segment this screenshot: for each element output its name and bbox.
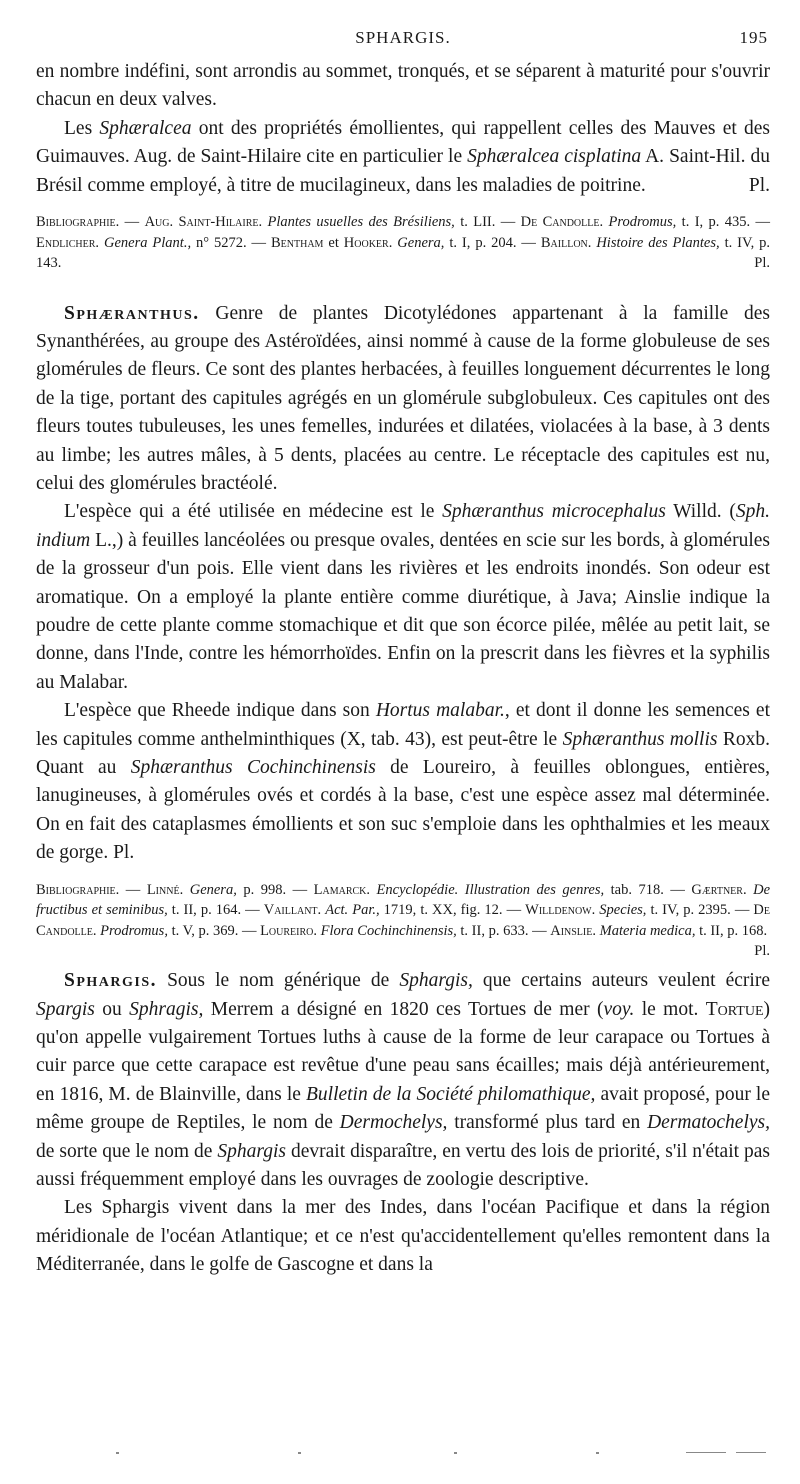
running-head: [36, 28, 770, 58]
sphaeranthus-paragraph-2: L'espèce qui a été utilisée en médecine est le Sphæranthus microcephalus Willd. (Sph. indium L.,) à feuilles lancéolées ou presque ovales, dentées en scie sur les bords, à glomérules de la grosseur d'un pois. Elle vient dans les rivières et les endroits inondés. Son odeur est aromatique. On a employé la plante entière comme diurétique, à Java; Ainslie indique la poudre de cette plante comme stomachique et dit que son écorce pilée, mêlée au petit lait, se donne, dans l'Inde, contre les hémorrhoïdes. Enfin on la prescrit dans les fièvres et la syphilis au Malabar.: [36, 501, 770, 693]
entry-title-sphargis: Sphargis.: [64, 970, 158, 992]
sphargis-paragraph-2: Les Sphargis vivent dans la mer des Indes, dans l'océan Pacifique et dans la région méridionale de l'océan Atlantique; et ce n'est qu'accidentellement qu'elles remontent dans la Méditerranée, dans le golfe de Gascogne et dans la: [36, 1197, 770, 1276]
author-signature: Pl.: [754, 255, 770, 272]
running-title: SPHARGIS.: [355, 28, 451, 47]
section-gap: [36, 941, 770, 967]
entry-title-sphaeranthus: Sphæranthus.: [64, 302, 200, 324]
intro-paragraph-1: en nombre indéfini, sont arrondis au sommet, tronqués, et se séparent à maturité pour s'ouvrir chacun en deux valves.: [36, 61, 770, 111]
intro-paragraph-2: Les Sphæralcea ont des propriétés émollientes, qui rappellent celles des Mauves et des Guimauves. Aug. de Saint-Hilaire cite en particulier le Sphæralcea cisplatina A. Saint-Hil. du Brésil comme employé, à titre de mucilagineux, dans les maladies de poitrine. Pl.: [36, 115, 770, 200]
page-number: 195: [739, 28, 768, 47]
footer-scan-marks: [36, 1452, 770, 1462]
sphaeranthus-bibliography: Bibliographie. — Linné. Genera, p. 998. — Lamarck. Encyclopédie. Illustration des genres, tab. 718. — Gærtner. De fructibus et seminibus, t. II, p. 164. — Vaillant. Act. Par., 1719, t. XX, fig. 12. — Willdenow. Species, t. IV, p. 2395. — De Candolle. Prodromus, t. V, p. 369. — Loureiro. Flora Cochinchinensis, t. II, p. 633. — Ainslie. Materia medica, t. II, p. 168. Pl.: [36, 880, 770, 942]
author-signature: Pl.: [754, 943, 770, 960]
author-signature: Pl.: [113, 842, 135, 864]
section-gap: [36, 274, 770, 300]
intro-bibliography: Bibliographie. — Aug. Saint-Hilaire. Plantes usuelles des Brésiliens, t. LII. — De Candolle. Prodromus, t. I, p. 435. — Endlicher. Genera Plant., n° 5272. — Bentham et Hooker. Genera, t. I, p. 204. — Baillon. Histoire des Plantes, t. IV, p. 143. Pl.: [36, 212, 770, 274]
sphaeranthus-paragraph-1: Sphæranthus. Genre de plantes Dicotylédones appartenant à la famille des Synanthérées, au groupe des Astéroïdées, ainsi nommé à cause de la forme globuleuse de ses glomérules de fleurs. Ce sont des plantes herbacées, à feuilles longuement décurrentes le long de la tige, portant des capitules agrégés en un glomérule subglobuleux. Ces capitules ont des fleurs toutes tubuleuses, les unes femelles, indurées et dilatées, violacées à la base, à 3 dents au limbe; les autres mâles, à 5 dents, placées au centre. Le réceptacle des capitules est nu, celui des glomérules bractéolé.: [36, 302, 771, 494]
author-signature: Pl.: [748, 174, 770, 196]
sphaeranthus-paragraph-3: L'espèce que Rheede indique dans son Hortus malabar., et dont il donne les semences et les capitules comme anthelminthiques (X, tab. 43), est peut-être le Sphæranthus mollis Roxb. Quant au Sphæranthus Cochinchinensis de Loureiro, à feuilles oblongues, entières, lanugineuses, à glomérules ovés et cordés à la base, c'est une espèce assez mal déterminée. On en fait des cataplasmes émollients et son suc s'emploie dans les ophthalmies et les meaux de gorge. Pl.: [36, 700, 770, 864]
sphargis-paragraph-1: Sphargis. Sous le nom générique de Sphargis, que certains auteurs veulent écrire Spargis ou Sphragis, Merrem a désigné en 1820 ces Tortues de mer (voy. le mot. Tortue) qu'on appelle vulgairement Tortues luths à cause de la forme de leur carapace ou Tortues à cuir parce que cette carapace est revêtue d'une peau sans écailles; mais déjà antérieurement, en 1816, M. de Blainville, dans le Bulletin de la Société philomathique, avait proposé, pour le même groupe de Reptiles, le nom de Dermochelys, transformé plus tard en Dermatochelys, de sorte que le nom de Sphargis devrait disparaître, en vertu des lois de priorité, s'il n'était pas aussi fréquemment employé dans les ouvrages de zoologie descriptive.: [36, 970, 771, 1190]
